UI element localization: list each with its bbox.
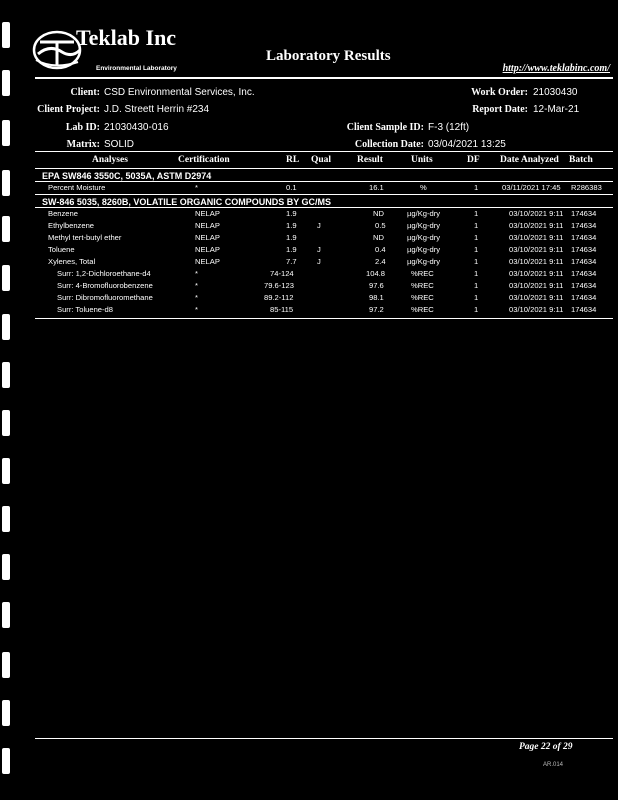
table-row	[0, 245, 618, 257]
cell-rl: 1.9	[286, 233, 297, 242]
cell-units: µg/Kg-dry	[407, 233, 441, 242]
cell-cert: NELAP	[195, 209, 220, 218]
section-title: SW-846 5035, 8260B, VOLATILE ORGANIC COMPOUNDS BY GC/MS	[42, 197, 332, 207]
cell-units: %	[420, 183, 427, 192]
col-qual: Qual	[311, 155, 332, 165]
cell-batch: 174634	[571, 221, 597, 230]
cell-date: 03/10/2021 9:11	[509, 281, 564, 290]
binder-hole	[2, 602, 10, 628]
binder-hole	[2, 506, 10, 532]
report-date-label: Report Date:	[472, 104, 528, 115]
binder-hole	[2, 314, 10, 340]
report-date-value: 12-Mar-21	[533, 104, 580, 115]
binder-hole	[2, 120, 10, 146]
lab-id-value: 21030430-016	[104, 122, 169, 133]
cell-date: 03/10/2021 9:11	[509, 269, 564, 278]
matrix-value: SOLID	[104, 139, 135, 150]
section-underline	[35, 181, 613, 182]
cell-analyte: Methyl tert-butyl ether	[48, 233, 122, 242]
cell-units: µg/Kg-dry	[407, 221, 441, 230]
cell-result: ND	[373, 233, 384, 242]
footer-divider	[35, 738, 613, 739]
table-row	[0, 209, 618, 221]
project-label: Client Project:	[37, 104, 100, 115]
binder-hole	[2, 70, 10, 96]
cell-analyte: Toluene	[48, 245, 75, 254]
binder-holes	[2, 0, 16, 800]
cell-batch: 174634	[571, 293, 597, 302]
cell-cert: *	[195, 269, 198, 278]
work-order-label: Work Order:	[471, 87, 528, 98]
cell-rl: 1.9	[286, 221, 297, 230]
cell-batch: 174634	[571, 245, 597, 254]
table-row	[0, 257, 618, 269]
cell-df: 1	[474, 257, 479, 266]
table-row	[0, 221, 618, 233]
binder-hole	[2, 554, 10, 580]
document-code: AR.014	[543, 762, 564, 768]
row-divider	[35, 194, 613, 195]
table-row	[0, 269, 618, 281]
binder-hole	[2, 362, 10, 388]
cell-date: 03/10/2021 9:11	[509, 233, 564, 242]
cell-analyte: Surr: Toluene-d8	[57, 305, 114, 314]
work-order-value: 21030430	[533, 87, 578, 98]
cell-date: 03/10/2021 9:11	[509, 221, 564, 230]
sample-id-value: F-3 (12ft)	[428, 122, 470, 133]
cell-result: 0.4	[375, 245, 386, 254]
binder-hole	[2, 748, 10, 774]
col-date-analyzed: Date Analyzed	[500, 155, 559, 165]
client-value: CSD Environmental Services, Inc.	[104, 87, 255, 98]
cell-analyte: Percent Moisture	[48, 183, 106, 192]
cell-df: 1	[474, 183, 479, 192]
cell-qual: J	[317, 257, 321, 266]
logo-tagline: Environmental Laboratory	[96, 65, 177, 72]
cell-cert: *	[195, 183, 198, 192]
col-df: DF	[467, 155, 480, 165]
table-row	[0, 305, 618, 317]
cell-units: µg/Kg-dry	[407, 245, 441, 254]
cell-analyte: Surr: 4-Bromofluorobenzene	[57, 281, 153, 290]
cell-rl: 85-115	[270, 305, 294, 314]
cell-rl: 7.7	[286, 257, 297, 266]
cell-qual: J	[317, 221, 321, 230]
cell-rl: 1.9	[286, 245, 297, 254]
col-analyses: Analyses	[92, 155, 128, 165]
cell-df: 1	[474, 293, 479, 302]
sample-id-label: Client Sample ID:	[346, 122, 424, 133]
cell-units: %REC	[411, 305, 434, 314]
project-value: J.D. Streett Herrin #234	[104, 104, 210, 115]
binder-hole	[2, 652, 10, 678]
cell-analyte: Ethylbenzene	[48, 221, 95, 230]
cell-cert: NELAP	[195, 233, 220, 242]
cell-cert: *	[195, 305, 198, 314]
logo-wordmark: Teklab Inc	[76, 25, 177, 50]
cell-df: 1	[474, 233, 479, 242]
cell-result: 2.4	[375, 257, 386, 266]
cell-df: 1	[474, 281, 479, 290]
cell-units: %REC	[411, 269, 434, 278]
section-underline	[35, 207, 613, 208]
cell-batch: 174634	[571, 269, 597, 278]
col-rl: RL	[286, 155, 300, 165]
cell-analyte: Benzene	[48, 209, 78, 218]
binder-hole	[2, 458, 10, 484]
client-label: Client:	[70, 87, 100, 98]
table-top-divider	[35, 151, 613, 152]
binder-hole	[2, 22, 10, 48]
cell-df: 1	[474, 209, 479, 218]
cell-df: 1	[474, 245, 479, 254]
cell-units: µg/Kg-dry	[407, 257, 441, 266]
table-row	[0, 293, 618, 305]
page-number: Page 22 of 29	[519, 742, 573, 752]
column-header-divider	[35, 168, 613, 169]
cell-date: 03/10/2021 9:11	[509, 209, 564, 218]
cell-rl: 1.9	[286, 209, 297, 218]
table-bottom-divider	[35, 318, 613, 319]
cell-cert: NELAP	[195, 245, 220, 254]
lab-id-label: Lab ID:	[65, 122, 100, 133]
cell-units: %REC	[411, 281, 434, 290]
cell-df: 1	[474, 221, 479, 230]
table-row	[0, 281, 618, 293]
cell-cert: NELAP	[195, 221, 220, 230]
cell-date: 03/10/2021 9:11	[509, 293, 564, 302]
cell-batch: R286383	[571, 183, 602, 192]
cell-date: 03/10/2021 9:11	[509, 257, 564, 266]
cell-df: 1	[474, 305, 479, 314]
cell-result: 104.8	[366, 269, 386, 278]
cell-units: %REC	[411, 293, 434, 302]
collection-date-value: 03/04/2021 13:25	[428, 139, 506, 150]
cell-result: 98.1	[369, 293, 384, 302]
cell-batch: 174634	[571, 305, 597, 314]
cell-cert: *	[195, 281, 198, 290]
cell-analyte: Surr: Dibromofluoromethane	[57, 293, 153, 302]
section-title: EPA SW846 3550C, 5035A, ASTM D2974	[42, 171, 212, 181]
cell-analyte: Surr: 1,2-Dichloroethane-d4	[57, 269, 151, 278]
cell-batch: 174634	[571, 233, 597, 242]
col-units: Units	[411, 155, 433, 165]
col-result: Result	[357, 155, 383, 165]
cell-batch: 174634	[571, 281, 597, 290]
cell-units: µg/Kg-dry	[407, 209, 441, 218]
cell-rl: 0.1	[286, 183, 297, 192]
company-url-link[interactable]: http://www.teklabinc.com/	[502, 63, 610, 74]
header-divider	[35, 77, 613, 79]
binder-hole	[2, 700, 10, 726]
matrix-label: Matrix:	[66, 139, 100, 150]
cell-result: 0.5	[375, 221, 386, 230]
cell-result: 97.6	[369, 281, 384, 290]
col-certification: Certification	[178, 155, 230, 165]
cell-batch: 174634	[571, 257, 597, 266]
cell-analyte: Xylenes, Total	[48, 257, 96, 266]
cell-cert: *	[195, 293, 198, 302]
report-title: Laboratory Results	[266, 48, 391, 64]
cell-df: 1	[474, 269, 479, 278]
cell-qual: J	[317, 245, 321, 254]
cell-date: 03/10/2021 9:11	[509, 305, 564, 314]
cell-batch: 174634	[571, 209, 597, 218]
cell-rl: 79.6-123	[264, 281, 294, 290]
binder-hole	[2, 410, 10, 436]
cell-result: 16.1	[369, 183, 384, 192]
collection-date-label: Collection Date:	[354, 139, 424, 150]
cell-cert: NELAP	[195, 257, 220, 266]
cell-date: 03/11/2021 17:45	[502, 183, 561, 192]
cell-result: 97.2	[369, 305, 384, 314]
cell-date: 03/10/2021 9:11	[509, 245, 564, 254]
col-batch: Batch	[569, 155, 593, 165]
cell-rl: 74-124	[270, 269, 294, 278]
cell-rl: 89.2-112	[264, 293, 294, 302]
table-row	[0, 233, 618, 245]
cell-result: ND	[373, 209, 384, 218]
